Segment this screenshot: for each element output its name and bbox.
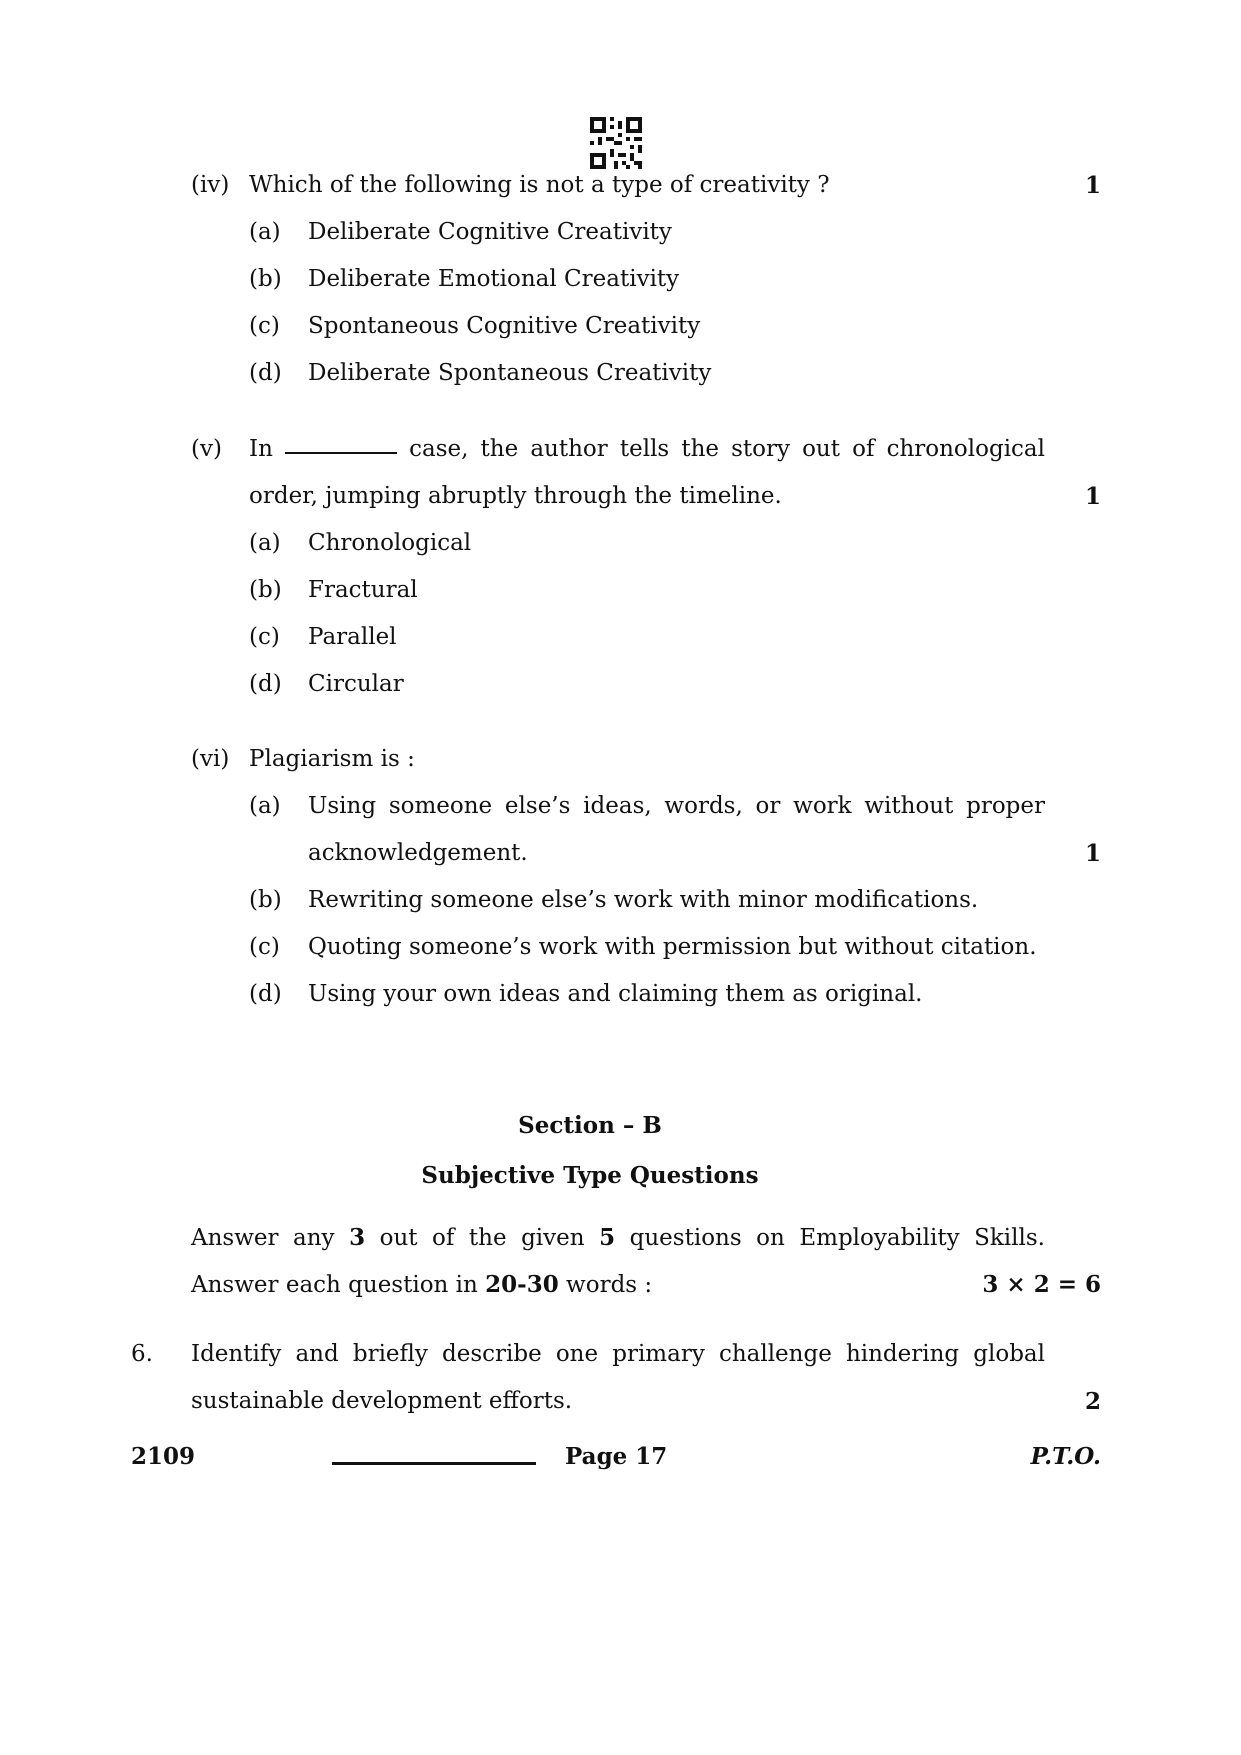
option-text: Chronological (308, 530, 472, 556)
question-v-marks: 1 (1085, 483, 1102, 510)
option-text: Deliberate Spontaneous Creativity (308, 360, 712, 386)
option-text: Spontaneous Cognitive Creativity (308, 313, 701, 339)
question-iv-marks: 1 (1085, 172, 1102, 199)
question-6-marks: 2 (1085, 1388, 1102, 1415)
question-v-text-post: case, the author tells the story out of chronological (409, 436, 1045, 462)
option-text: Deliberate Cognitive Creativity (308, 219, 672, 245)
question-iv-text: Which of the following is not a type of creativity ? (249, 172, 830, 198)
question-v-text-line2: order, jumping abruptly through the timeline. (249, 483, 782, 509)
question-v-text-pre: In (249, 436, 273, 462)
option-label: (a) (249, 530, 281, 556)
instruction-text: questions on Employability Skills. (629, 1225, 1045, 1251)
question-vi-number: (vi) (191, 746, 230, 772)
instruction-text: Answer any (191, 1225, 335, 1251)
page-number: Page 17 (565, 1443, 668, 1470)
option-label: (d) (249, 360, 282, 386)
question-6-text-line2: sustainable development efforts. (191, 1388, 573, 1414)
option-text: Using your own ideas and claiming them as original. (308, 981, 923, 1007)
question-vi-text: Plagiarism is : (249, 746, 415, 772)
section-marks-scheme: 3 × 2 = 6 (982, 1271, 1101, 1298)
option-label: (c) (249, 313, 280, 339)
instruction-number: 3 (349, 1224, 366, 1251)
option-label: (c) (249, 624, 280, 650)
section-subtitle: Subjective Type Questions (421, 1162, 759, 1189)
option-label: (a) (249, 793, 281, 819)
paper-code: 2109 (131, 1443, 196, 1470)
instruction-text: out of the given (379, 1225, 585, 1251)
fill-in-blank (285, 451, 397, 454)
option-label: (a) (249, 219, 281, 245)
question-6-number: 6. (131, 1341, 153, 1367)
question-iv-number: (iv) (191, 172, 230, 198)
option-label: (b) (249, 266, 282, 292)
footer-rule (332, 1462, 536, 1465)
option-text: Quoting someone’s work with permission but without citation. (308, 934, 1037, 960)
question-vi-marks: 1 (1085, 840, 1102, 867)
option-label: (b) (249, 887, 282, 913)
option-text: Deliberate Emotional Creativity (308, 266, 680, 292)
instruction-word-range: 20-30 (485, 1271, 559, 1298)
option-label: (c) (249, 934, 280, 960)
option-text: Rewriting someone else’s work with minor modifications. (308, 887, 979, 913)
option-text: Circular (308, 671, 404, 697)
instruction-text: Answer each question in (191, 1272, 478, 1298)
option-label: (b) (249, 577, 282, 603)
option-label: (d) (249, 671, 282, 697)
option-text: Parallel (308, 624, 397, 650)
instruction-number: 5 (599, 1224, 616, 1251)
qr-code-icon (590, 117, 642, 169)
question-6-text: Identify and briefly describe one primary challenge hindering global (191, 1341, 1045, 1367)
section-instructions-line2 (191, 1271, 652, 1298)
question-v-number: (v) (191, 436, 222, 462)
option-text: Fractural (308, 577, 418, 603)
section-title: Section – B (518, 1112, 662, 1139)
instruction-text: words : (566, 1272, 653, 1298)
option-label: (d) (249, 981, 282, 1007)
question-v-text (249, 436, 1045, 462)
section-instructions (191, 1224, 1045, 1251)
pto-label: P.T.O. (1030, 1443, 1101, 1470)
option-text: Using someone else’s ideas, words, or work without proper (308, 793, 1045, 819)
option-text-line2: acknowledgement. (308, 840, 528, 866)
